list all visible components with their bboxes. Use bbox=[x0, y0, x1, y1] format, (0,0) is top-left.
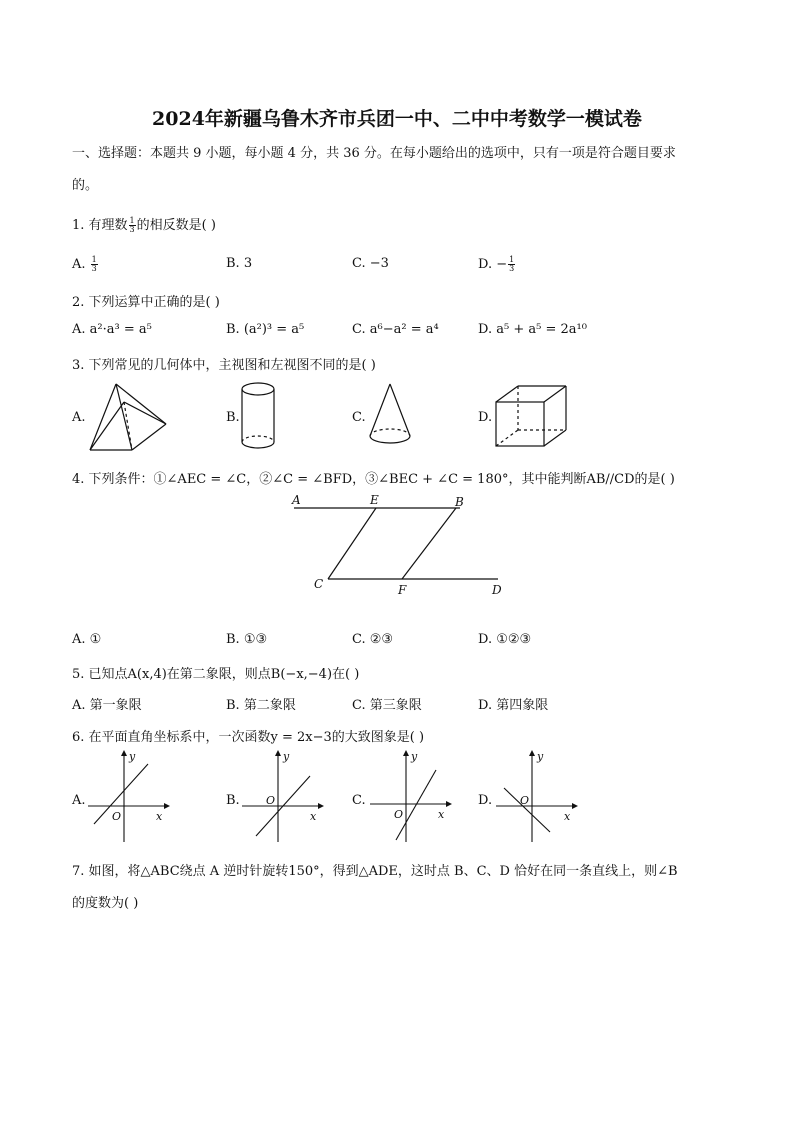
q4-option-d[interactable]: D. ①②③ bbox=[478, 632, 532, 647]
q1-option-d[interactable] bbox=[478, 256, 516, 273]
q1-frac-den: 3 bbox=[129, 225, 135, 234]
q4-option-b[interactable]: B. ①③ bbox=[226, 632, 268, 647]
q6-option-c[interactable]: C. bbox=[352, 793, 366, 808]
graph-a-origin: O bbox=[112, 810, 122, 823]
question-1-stem bbox=[72, 214, 216, 234]
graph-d-axis-x: x bbox=[564, 810, 571, 823]
question-5-stem: 5. 已知点A(x,4)在第二象限，则点B(−x,−4)在( ) bbox=[72, 667, 360, 682]
q1-frac-num: 1 bbox=[129, 216, 135, 225]
q1-option-a-label: A. bbox=[72, 257, 86, 272]
q5-option-d[interactable]: D. 第四象限 bbox=[478, 698, 549, 713]
q2-option-a[interactable]: A. a²·a³ = a⁵ bbox=[72, 322, 152, 337]
graph-c bbox=[366, 748, 452, 844]
parallel-lines-figure bbox=[284, 490, 510, 602]
point-label-d: D bbox=[492, 583, 502, 597]
graph-b-axis-y: y bbox=[283, 750, 290, 763]
page-title: 2024年新疆乌鲁木齐市兵团一中、二中中考数学一模试卷 bbox=[152, 108, 642, 130]
q1-option-a[interactable] bbox=[72, 256, 99, 273]
q3-option-d[interactable]: D. bbox=[478, 410, 493, 425]
q1-fraction bbox=[129, 217, 136, 234]
cube-figure bbox=[492, 382, 572, 450]
q1-option-d-label: D. − bbox=[478, 257, 508, 272]
q3-option-b[interactable]: B. bbox=[226, 410, 240, 425]
q3-option-c[interactable]: C. bbox=[352, 410, 366, 425]
q5-option-b[interactable]: B. 第二象限 bbox=[226, 698, 296, 713]
question-4-stem: 4. 下列条件：①∠AEC = ∠C，②∠C = ∠BFD，③∠BEC + ∠C = 180°，其中能判断AB//CD的是( ) bbox=[72, 472, 675, 487]
question-7-line2: 的度数为( ) bbox=[72, 896, 139, 911]
graph-c-axis-y: y bbox=[411, 750, 418, 763]
q2-option-d[interactable]: D. a⁵ + a⁵ = 2a¹⁰ bbox=[478, 322, 587, 337]
point-label-c: C bbox=[314, 577, 324, 591]
q6-option-b[interactable]: B. bbox=[226, 793, 240, 808]
q1-suffix: 的相反数是( ) bbox=[136, 218, 216, 233]
point-label-b: B bbox=[455, 495, 464, 509]
triangular-prism-figure bbox=[86, 380, 172, 454]
graph-b-origin: O bbox=[266, 794, 276, 807]
q2-option-b[interactable]: B. (a²)³ = a⁵ bbox=[226, 322, 305, 337]
q1-option-b[interactable]: B. 3 bbox=[226, 256, 253, 271]
point-label-f: F bbox=[398, 583, 407, 597]
question-2-stem: 2. 下列运算中正确的是( ) bbox=[72, 295, 220, 310]
section-heading-line1: 一、选择题：本题共 9 小题，每小题 4 分，共 36 分。在每小题给出的选项中，只有一项是符合题目要求 bbox=[72, 146, 676, 161]
question-6-stem: 6. 在平面直角坐标系中，一次函数y = 2x−3的大致图象是( ) bbox=[72, 730, 425, 745]
q1-a-den: 3 bbox=[91, 264, 97, 273]
question-7-line1: 7. 如图，将△ABC绕点 A 逆时针旋转150°，得到△ADE，这时点 B、C、D 恰好在同一条直线上，则∠B bbox=[72, 864, 678, 879]
q1-a-num: 1 bbox=[91, 255, 97, 264]
cone-figure bbox=[366, 380, 416, 450]
graph-d-axis-y: y bbox=[537, 750, 544, 763]
q1-d-den: 3 bbox=[509, 264, 515, 273]
q1-option-c[interactable]: C. −3 bbox=[352, 256, 389, 271]
cylinder-figure bbox=[238, 380, 280, 454]
q3-option-a[interactable]: A. bbox=[72, 410, 86, 425]
q6-option-d[interactable]: D. bbox=[478, 793, 493, 808]
graph-d-origin: O bbox=[520, 794, 530, 807]
point-label-e: E bbox=[370, 493, 379, 507]
question-3-stem: 3. 下列常见的几何体中，主视图和左视图不同的是( ) bbox=[72, 358, 376, 373]
q1-option-d-fraction bbox=[508, 256, 515, 273]
q5-option-c[interactable]: C. 第三象限 bbox=[352, 698, 422, 713]
q5-option-a[interactable]: A. 第一象限 bbox=[72, 698, 142, 713]
q4-option-c[interactable]: C. ②③ bbox=[352, 632, 394, 647]
q1-option-a-fraction bbox=[91, 256, 98, 273]
graph-b bbox=[238, 748, 324, 844]
q4-option-a[interactable]: A. ① bbox=[72, 632, 102, 647]
graph-c-origin: O bbox=[394, 808, 404, 821]
point-label-a: A bbox=[292, 493, 301, 507]
q6-option-a[interactable]: A. bbox=[72, 793, 86, 808]
graph-a-axis-y: y bbox=[129, 750, 136, 763]
q1-d-num: 1 bbox=[509, 255, 515, 264]
graph-c-axis-x: x bbox=[438, 808, 445, 821]
section-heading-line2: 的。 bbox=[72, 178, 99, 193]
graph-b-axis-x: x bbox=[310, 810, 317, 823]
graph-a bbox=[84, 748, 170, 844]
q1-prefix: 1. 有理数 bbox=[72, 218, 128, 233]
q2-option-c[interactable]: C. a⁶−a² = a⁴ bbox=[352, 322, 439, 337]
graph-a-axis-x: x bbox=[156, 810, 163, 823]
graph-d bbox=[492, 748, 578, 844]
